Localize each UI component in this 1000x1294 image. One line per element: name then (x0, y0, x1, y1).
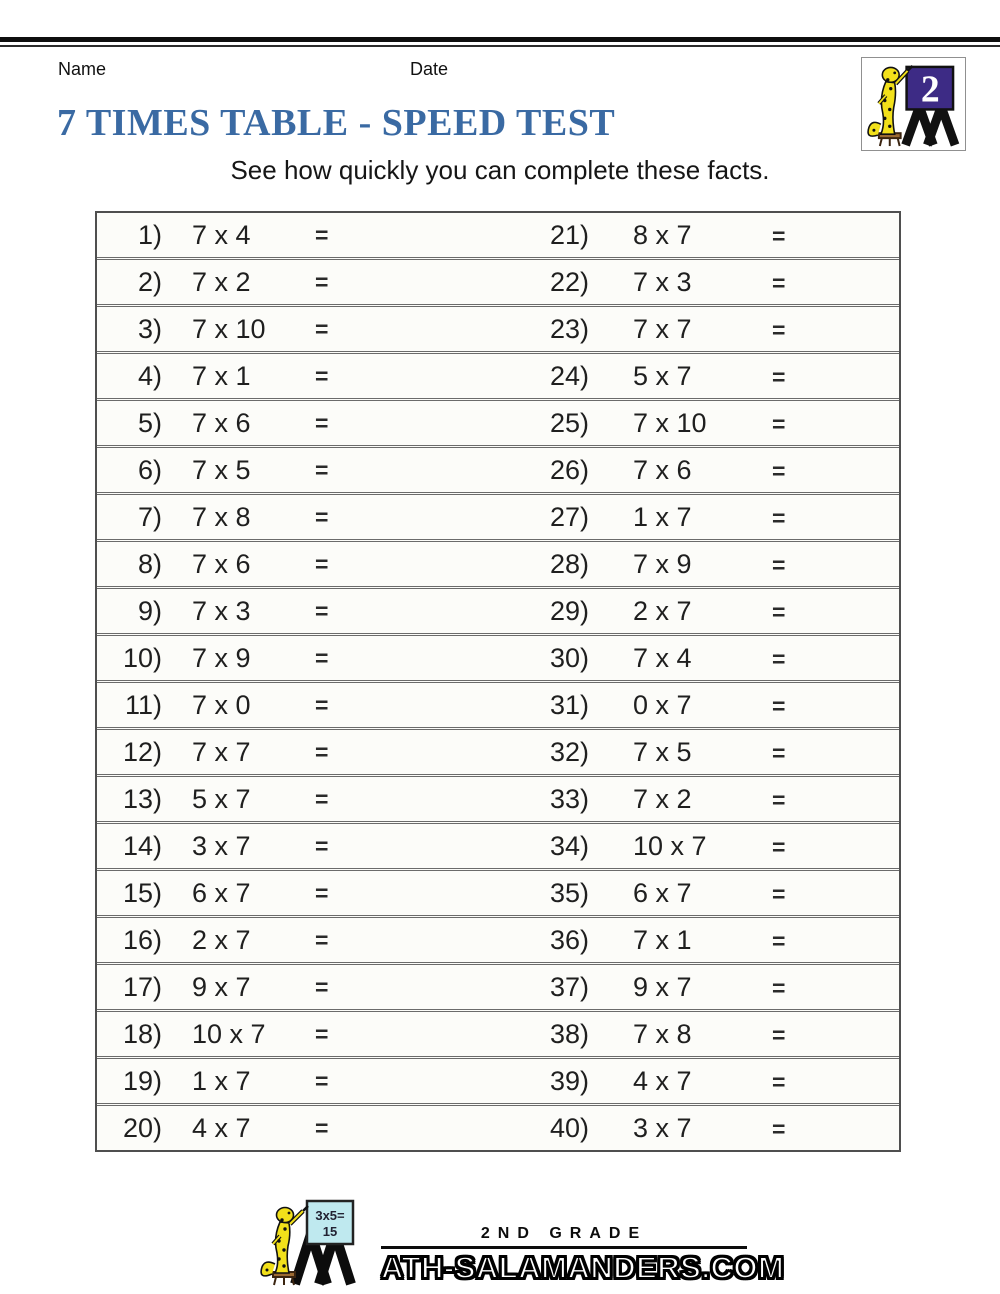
table-row (97, 683, 899, 730)
equals-sign: = (772, 269, 786, 296)
problem-expression: 10 x 7 (192, 1018, 266, 1049)
equals-sign: = (772, 1115, 786, 1142)
equals-sign: = (315, 550, 329, 577)
problem-number: 26) (549, 454, 589, 485)
problem-expression: 7 x 4 (633, 642, 692, 673)
problem-number: 31) (549, 689, 589, 720)
problems-table (95, 211, 901, 1152)
problem-number: 19) (122, 1065, 162, 1096)
equals-sign: = (772, 645, 786, 672)
problem-expression: 3 x 7 (633, 1112, 692, 1143)
table-row (97, 965, 899, 1012)
equals-sign: = (315, 832, 329, 859)
problem-number: 13) (122, 783, 162, 814)
equals-sign: = (315, 409, 329, 436)
equals-sign: = (772, 833, 786, 860)
table-row (97, 542, 899, 589)
problem-expression: 8 x 7 (633, 219, 692, 250)
problem-expression: 0 x 7 (633, 689, 692, 720)
problem-number: 6) (137, 454, 162, 485)
salamander-grade-2-icon (862, 58, 965, 150)
board-text-line2: 15 (322, 1224, 338, 1239)
top-border-rule (0, 37, 1000, 42)
problem-expression: 1 x 7 (633, 501, 692, 532)
problem-expression: 7 x 6 (192, 548, 251, 579)
table-row (97, 589, 899, 636)
problem-number: 22) (549, 266, 589, 297)
problem-number: 7) (137, 501, 162, 532)
equals-sign: = (315, 973, 329, 1000)
grade-text: 2ND GRADE (480, 1225, 648, 1242)
equals-sign: = (315, 644, 329, 671)
problem-number: 8) (137, 548, 162, 579)
table-row (97, 448, 899, 495)
problem-expression: 7 x 9 (192, 642, 251, 673)
problem-expression: 5 x 7 (633, 360, 692, 391)
problem-expression: 7 x 2 (192, 266, 251, 297)
problem-number: 39) (549, 1065, 589, 1096)
table-row (97, 1059, 899, 1106)
problem-expression: 7 x 3 (633, 266, 692, 297)
table-row (97, 260, 899, 307)
problem-expression: 7 x 7 (192, 736, 251, 767)
equals-sign: = (772, 457, 786, 484)
equals-sign: = (772, 739, 786, 766)
equals-sign: = (315, 785, 329, 812)
problem-expression: 9 x 7 (192, 971, 251, 1002)
equals-sign: = (315, 1114, 329, 1141)
problem-expression: 2 x 7 (192, 924, 251, 955)
table-row (97, 1106, 899, 1150)
salamander-easel-m-icon (253, 1196, 391, 1288)
problem-number: 2) (137, 266, 162, 297)
equals-sign: = (315, 268, 329, 295)
equals-sign: = (772, 974, 786, 1001)
stool-icon (879, 133, 901, 146)
problem-number: 18) (122, 1018, 162, 1049)
stool-icon (273, 1272, 295, 1285)
equals-sign: = (772, 1068, 786, 1095)
grade-number: 2 (920, 69, 940, 111)
problem-number: 38) (549, 1018, 589, 1049)
problem-expression: 9 x 7 (633, 971, 692, 1002)
problem-expression: 4 x 7 (633, 1065, 692, 1096)
problem-number: 37) (549, 971, 589, 1002)
top-border-rule-thin (0, 45, 1000, 47)
problem-number: 30) (549, 642, 589, 673)
problem-expression: 7 x 7 (633, 313, 692, 344)
name-label: Name (58, 59, 107, 79)
equals-sign: = (772, 504, 786, 531)
equals-sign: = (315, 691, 329, 718)
problem-number: 4) (137, 360, 162, 391)
problem-number: 40) (549, 1112, 589, 1143)
problem-expression: 7 x 3 (192, 595, 251, 626)
equals-sign: = (772, 692, 786, 719)
problem-number: 21) (549, 219, 589, 250)
equals-sign: = (315, 597, 329, 624)
problem-expression: 7 x 8 (633, 1018, 692, 1049)
table-row (97, 354, 899, 401)
equals-sign: = (772, 786, 786, 813)
problem-expression: 7 x 8 (192, 501, 251, 532)
problem-expression: 7 x 2 (633, 783, 692, 814)
problem-expression: 7 x 4 (192, 219, 251, 250)
subtitle: See how quickly you can complete these facts. (230, 155, 770, 185)
problem-number: 23) (549, 313, 589, 344)
problem-number: 34) (549, 830, 589, 861)
problem-number: 33) (549, 783, 589, 814)
equals-sign: = (772, 927, 786, 954)
equals-sign: = (772, 222, 786, 249)
problem-number: 10) (122, 642, 162, 673)
problem-number: 12) (122, 736, 162, 767)
problem-expression: 7 x 10 (192, 313, 266, 344)
problem-number: 20) (122, 1112, 162, 1143)
table-row (97, 918, 899, 965)
equals-sign: = (772, 880, 786, 907)
problem-expression: 7 x 10 (633, 407, 707, 438)
equals-sign: = (772, 551, 786, 578)
table-row (97, 871, 899, 918)
problem-number: 9) (137, 595, 162, 626)
equals-sign: = (315, 362, 329, 389)
table-row (97, 730, 899, 777)
footer-rule (381, 1246, 747, 1249)
table-row (97, 213, 899, 260)
equals-sign: = (772, 316, 786, 343)
problem-expression: 6 x 7 (633, 877, 692, 908)
problem-number: 29) (549, 595, 589, 626)
table-row (97, 777, 899, 824)
equals-sign: = (772, 598, 786, 625)
problem-expression: 7 x 0 (192, 689, 251, 720)
equals-sign: = (315, 456, 329, 483)
problem-number: 28) (549, 548, 589, 579)
footer-logo (0, 1196, 1000, 1288)
problem-number: 15) (122, 877, 162, 908)
problem-expression: 7 x 6 (192, 407, 251, 438)
equals-sign: = (315, 879, 329, 906)
problem-expression: 7 x 9 (633, 548, 692, 579)
table-row (97, 495, 899, 542)
table-row (97, 307, 899, 354)
table-row (97, 401, 899, 448)
problem-number: 1) (137, 219, 162, 250)
problem-expression: 1 x 7 (192, 1065, 251, 1096)
problem-number: 11) (124, 689, 162, 720)
site-name: ATH-SALAMANDERS.COM (381, 1250, 785, 1285)
problem-number: 3) (137, 313, 162, 344)
board-text-line1: 3x5= (315, 1208, 345, 1223)
problem-expression: 7 x 1 (633, 924, 692, 955)
equals-sign: = (772, 410, 786, 437)
equals-sign: = (315, 926, 329, 953)
problem-expression: 4 x 7 (192, 1112, 251, 1143)
equals-sign: = (772, 1021, 786, 1048)
equals-sign: = (315, 315, 329, 342)
problem-number: 16) (122, 924, 162, 955)
equals-sign: = (315, 221, 329, 248)
equals-sign: = (772, 363, 786, 390)
table-row (97, 824, 899, 871)
problem-number: 25) (549, 407, 589, 438)
problem-number: 5) (137, 407, 162, 438)
problem-expression: 3 x 7 (192, 830, 251, 861)
problem-expression: 2 x 7 (633, 595, 692, 626)
problem-expression: 6 x 7 (192, 877, 251, 908)
page-title: 7 TIMES TABLE - SPEED TEST (57, 102, 616, 144)
problem-number: 32) (549, 736, 589, 767)
problem-number: 27) (549, 501, 589, 532)
equals-sign: = (315, 503, 329, 530)
problem-expression: 5 x 7 (192, 783, 251, 814)
problem-expression: 7 x 1 (192, 360, 251, 391)
table-row (97, 1012, 899, 1059)
table-row (97, 636, 899, 683)
problem-number: 24) (549, 360, 589, 391)
problem-expression: 10 x 7 (633, 830, 707, 861)
problem-expression: 7 x 6 (633, 454, 692, 485)
problem-number: 35) (549, 877, 589, 908)
grade-2-badge (861, 57, 966, 151)
problem-number: 36) (549, 924, 589, 955)
problem-number: 17) (122, 971, 162, 1002)
equals-sign: = (315, 738, 329, 765)
equals-sign: = (315, 1067, 329, 1094)
problem-number: 14) (122, 830, 162, 861)
problem-expression: 7 x 5 (633, 736, 692, 767)
date-label: Date (410, 59, 449, 79)
equals-sign: = (315, 1020, 329, 1047)
problem-expression: 7 x 5 (192, 454, 251, 485)
